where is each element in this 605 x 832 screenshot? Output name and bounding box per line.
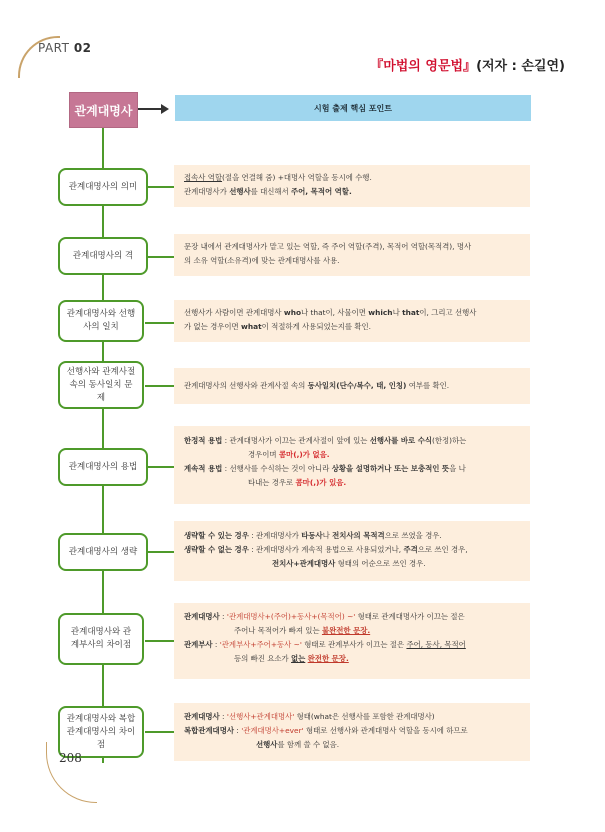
connector: [145, 466, 175, 468]
card-verb-agreement: 관계대명사의 선행사와 관계사절 속의 동사일치(단수/복수, 태, 인칭) 여부를 확인.: [174, 368, 530, 404]
connector: [145, 322, 175, 324]
card-case: 문장 내에서 관계대명사가 맡고 있는 역할, 즉 주어 역할(주격), 목적어 역할(목적격), 명사 의 소유 역할(소유격)에 맞는 관계대명사를 사용.: [174, 234, 530, 276]
arrow-line: [138, 108, 162, 110]
node-agreement: 관계대명사와 선행사의 일치: [58, 300, 144, 342]
card-agreement: 선행사가 사람이면 관계대명사 who나 that이, 사물이면 which나 that이, 그리고 선행사 가 없는 경우이면 what이 적절하게 사용되었는지를 확인.: [174, 300, 530, 342]
connector: [145, 551, 175, 553]
node-compound-diff: 관계대명사와 복합관계대명사의 차이점: [58, 706, 144, 758]
node-adverb-diff: 관계대명사와 관계부사의 차이점: [58, 613, 144, 665]
page-number: 208: [59, 751, 82, 765]
part-label: PART 02: [38, 41, 92, 55]
node-omission: 관계대명사의 생략: [58, 533, 148, 571]
header-box: 시험 출제 핵심 포인트: [175, 95, 531, 121]
connector: [145, 731, 175, 733]
root-node: 관계대명사: [69, 92, 138, 128]
connector: [145, 640, 175, 642]
book-title: 『마법의 영문법』(저자 : 손길연): [370, 59, 565, 74]
card-compound-diff: 관계대명사 : '선행사+관계대명사' 형태(what은 선행사를 포함한 관계대명사) 복합관계대명사 : '관계대명사+ever' 형태로 선행사와 관계대명사 역할을 동시에 하므로 선행사를 함께 쓸 수 없음.: [174, 703, 530, 761]
connector: [145, 385, 175, 387]
card-meaning: 접속사 역할(절을 연결해 줌) +대명사 역할을 동시에 수행. 관계대명사가 선행사를 대신해서 주어, 목적어 역할.: [174, 165, 530, 207]
card-adverb-diff: 관계대명사 : '관계대명사+(주어)+동사+(목적어) ~' 형태로 관계대명사가 이끄는 절은 주어나 목적어가 빠져 있는 불완전한 문장. 관계부사 : '관계부사+주어+동사 ~' 형태로 관계부사가 이끄는 절은 주어, 동사, 목적어 등의 빠진 요소가 없는 완전한 문장.: [174, 603, 530, 679]
connector: [145, 186, 175, 188]
node-case: 관계대명사의 격: [58, 237, 148, 275]
node-verb-agreement: 선행사와 관계사절 속의 동사일치 문제: [58, 361, 144, 409]
node-usage: 관계대명사의 용법: [58, 448, 148, 486]
card-omission: 생략할 수 있는 경우 : 관계대명사가 타동사나 전치사의 목적격으로 쓰였을 경우. 생략할 수 없는 경우 : 관계대명사가 계속적 용법으로 사용되었거나, 주격으로 쓰인 경우, 전치사+관계대명사 형태의 어순으로 쓰인 경우.: [174, 521, 530, 581]
connector: [145, 256, 175, 258]
node-meaning: 관계대명사의 의미: [58, 168, 148, 206]
tree-trunk: [102, 125, 104, 763]
arrow-icon: [161, 104, 169, 114]
card-usage: 한정적 용법 : 관계대명사가 이끄는 관계사절이 앞에 있는 선행사를 바로 수식(한정)하는 경우이며 콤마(,)가 없음. 계속적 용법 : 선행사를 수식하는 것이 아니라 상황을 설명하거나 또는 보충적인 뜻을 나 타내는 경우로 콤마(,)가 있음.: [174, 426, 530, 504]
